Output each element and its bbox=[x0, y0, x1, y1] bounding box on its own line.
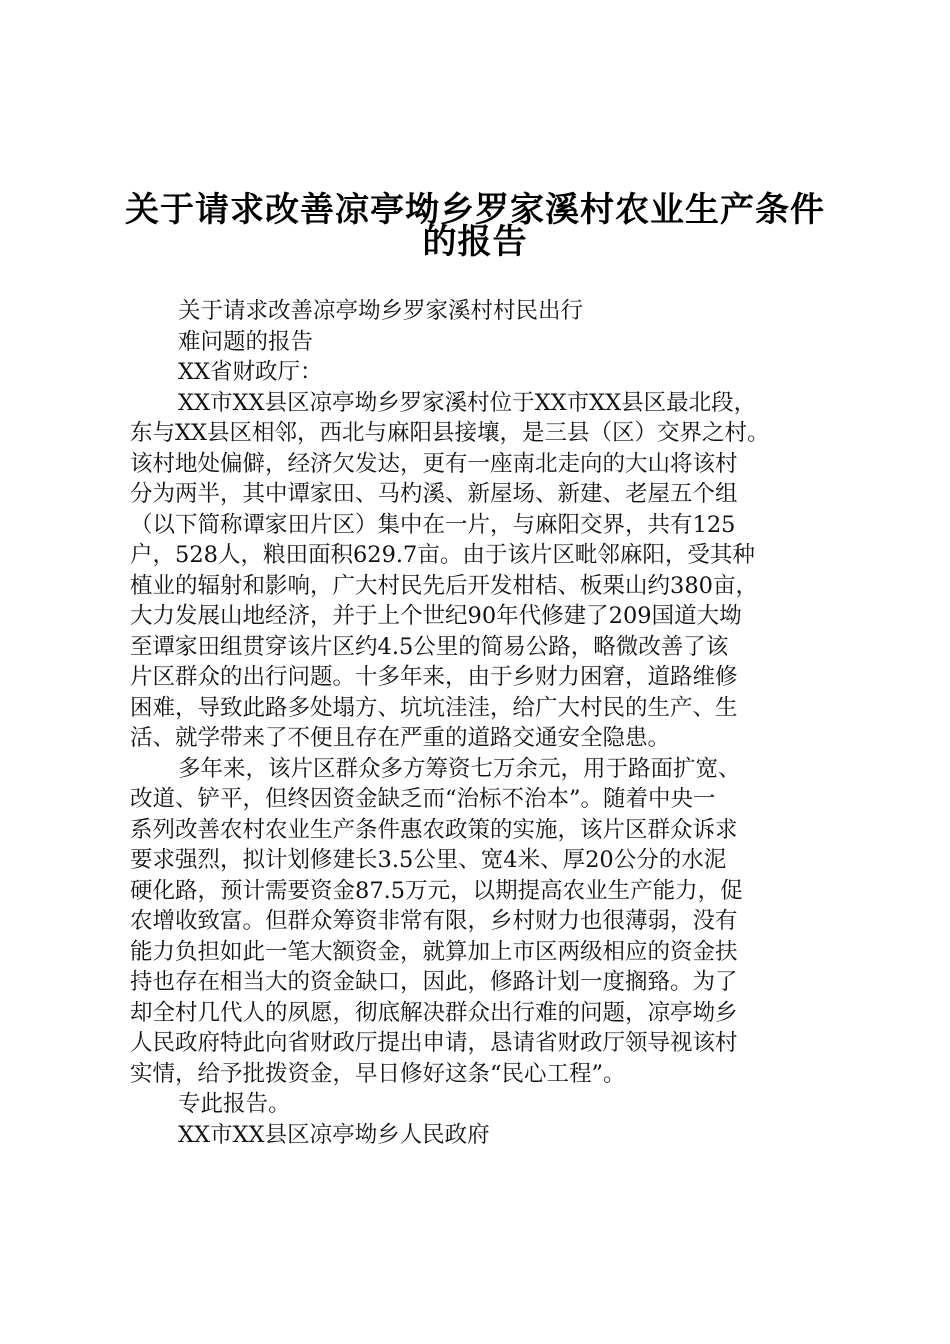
paragraph-1-line: 大力发展山地经济，并于上个世纪90年代修建了209国道大坳 bbox=[130, 603, 742, 629]
paragraph-1-line: 困难，导致此路多处塌方、坑坑洼洼，给广大村民的生产、生 bbox=[130, 694, 738, 721]
paragraph-1-line: 分为两半，其中谭家田、马杓溪、新屋场、新建、老屋五个组 bbox=[130, 481, 738, 507]
document-body bbox=[130, 296, 835, 1150]
signature: XX市XX县区凉亭坳乡人民政府 bbox=[178, 1121, 490, 1148]
paragraph-2-line: 实情，给予批拨资金，早日修好这条“民心工程”。 bbox=[130, 1060, 626, 1087]
paragraph-2-line: 多年来，该片区群众多方筹资七万余元，用于路面扩宽、 bbox=[178, 755, 741, 782]
paragraph-2-line: 要求强烈，拟计划修建长3.5公里、宽4米、厚20公分的水泥 bbox=[130, 847, 727, 873]
document-title-line-2: 的报告 bbox=[422, 222, 528, 262]
paragraph-1-line: 该村地处偏僻，经济欠发达，更有一座南北走向的大山将该村 bbox=[130, 450, 738, 477]
document-title-line-1: 关于请求改善凉亭坳乡罗家溪村农业生产条件 bbox=[125, 190, 825, 230]
subtitle-line-1: 关于请求改善凉亭坳乡罗家溪村村民出行 bbox=[178, 298, 584, 324]
paragraph-1-line: 东与XX县区相邻，西北与麻阳县接壤，是三县（区）交界之村。 bbox=[130, 420, 770, 446]
subtitle-line-2: 难问题的报告 bbox=[178, 328, 314, 355]
paragraph-2-line: 持也存在相当大的资金缺口，因此，修路计划一度搁臵。为了 bbox=[130, 969, 738, 995]
paragraph-1 bbox=[130, 388, 835, 754]
paragraph-1-line: XX市XX县区凉亭坳乡罗家溪村位于XX市XX县区最北段， bbox=[178, 389, 757, 416]
paragraph-2-line: 却全村几代人的夙愿，彻底解决群众出行难的问题，凉亭坳乡 bbox=[130, 999, 738, 1026]
paragraph-2-line: 改道、铲平，但终因资金缺乏而“治标不治本”。随着中央一 bbox=[130, 786, 716, 812]
paragraph-1-line: 至谭家田组贯穿该片区约4.5公里的简易公路，略微改善了该 bbox=[130, 633, 729, 660]
paragraph-2-line: 农增收致富。但群众筹资非常有限，乡村财力也很薄弱，没有 bbox=[130, 908, 738, 934]
paragraph-1-line: （以下简称谭家田片区）集中在一片，与麻阳交界，共有125 bbox=[130, 511, 736, 538]
addressee: XX省财政厅： bbox=[178, 359, 323, 385]
paragraph-2-line: 能力负担如此一笔大额资金，就算加上市区两级相应的资金扶 bbox=[130, 938, 738, 965]
paragraph-1-line: 植业的辐射和影响，广大村民先后开发柑桔、板栗山约380亩， bbox=[130, 572, 758, 599]
paragraph-1-line: 户，528人，粮田面积629.7亩。由于该片区毗邻麻阳，受其种 bbox=[130, 542, 755, 568]
closing: 专此报告。 bbox=[178, 1091, 291, 1117]
paragraph-2-line: 硬化路，预计需要资金87.5万元，以期提高农业生产能力，促 bbox=[130, 877, 743, 904]
paragraph-1-line: 活、就学带来了不便且存在严重的道路交通安全隐患。 bbox=[130, 725, 671, 751]
paragraph-2-line: 人民政府特此向省财政厅提出申请，恳请省财政厅领导视该村 bbox=[130, 1030, 738, 1056]
paragraph-2 bbox=[130, 754, 835, 1090]
paragraph-2-line: 系列改善农村农业生产条件惠农政策的实施，该片区群众诉求 bbox=[130, 816, 738, 843]
paragraph-1-line: 片区群众的出行问题。十多年来，由于乡财力困窘，道路维修 bbox=[130, 664, 738, 690]
